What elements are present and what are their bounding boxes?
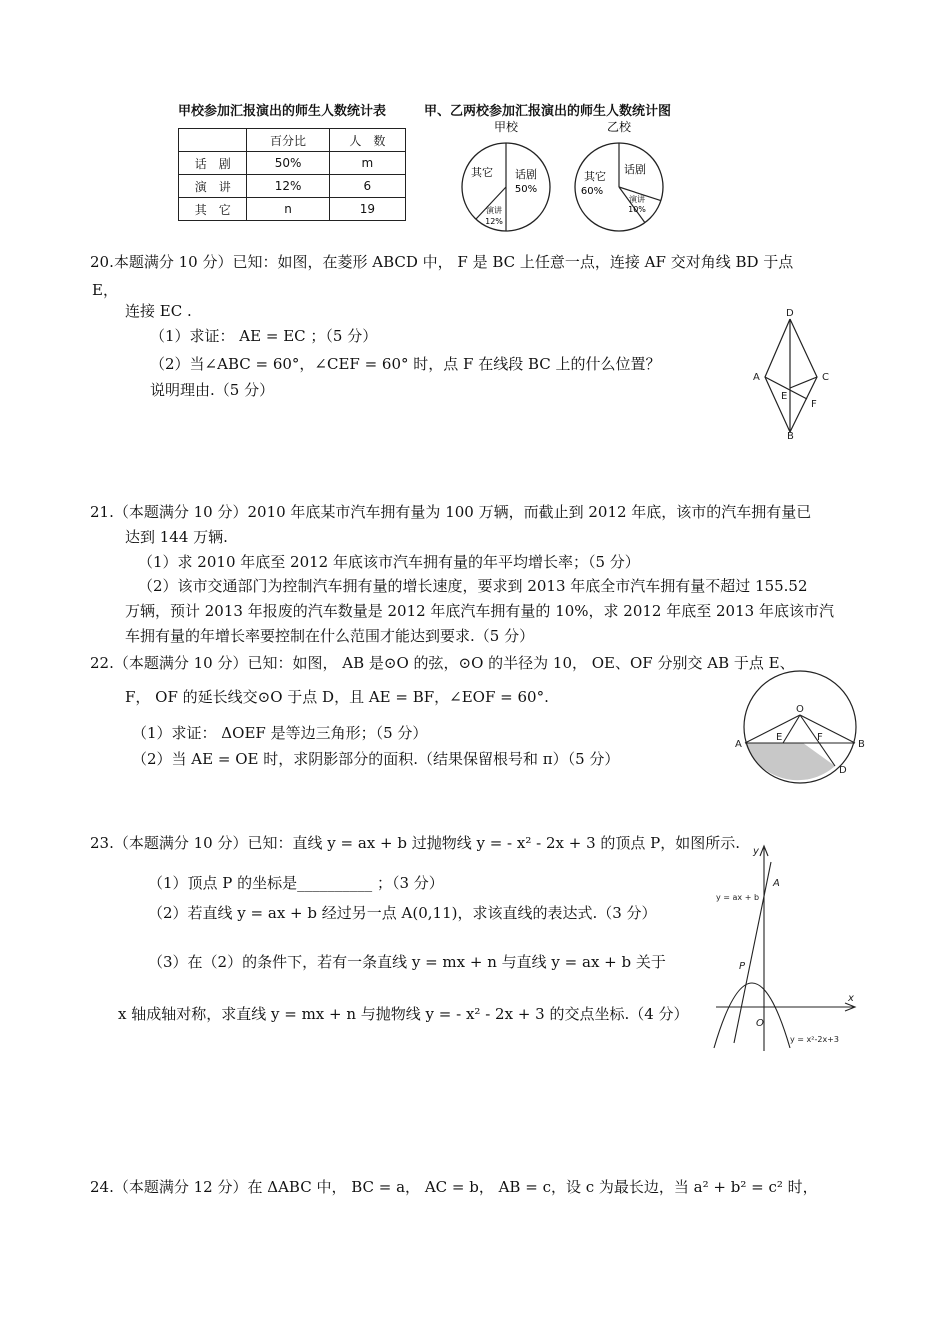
pie-a-title: 甲校	[493, 120, 519, 134]
q21-line-5: 万辆，预计 2013 年报废的汽车数量是 2012 年底汽车拥有量的 10%，求 2012 年底至 2013 年底该市汽	[125, 602, 834, 620]
label-line: y = ax + b	[716, 893, 760, 902]
label-a: A	[773, 878, 780, 889]
table-title: 甲校参加汇报演出的师生人数统计表	[178, 104, 387, 119]
table-row	[179, 175, 406, 198]
table-cell: 50%	[247, 152, 329, 175]
q21-line-1: 21.（本题满分 10 分）2010 年底某市汽车拥有量为 100 万辆，而截止到 2012 年底，该市的汽车拥有量已	[90, 503, 812, 521]
label-x: x	[848, 993, 854, 1004]
label-p: P	[739, 961, 746, 972]
q23-line-3: （2）若直线 y = ax + b 经过另一点 A(0,11)，求该直线的表达式.（3 分）	[148, 904, 657, 922]
shaded-region	[745, 743, 835, 780]
q23-line-5: x 轴成轴对称，求直线 y = mx + n 与抛物线 y = - x² - 2x + 3 的交点坐标.（4 分）	[118, 1005, 689, 1023]
label-b: B	[858, 739, 865, 750]
line-ax-b	[734, 862, 771, 1043]
table-cell: m	[329, 152, 405, 175]
pie-a-speech-label: 演讲	[486, 206, 502, 215]
table-cell: 6	[329, 175, 405, 198]
table-row	[179, 129, 406, 152]
table-cell: 19	[329, 198, 405, 221]
circle-figure	[735, 662, 875, 787]
label-d: D	[786, 308, 794, 319]
table-row	[179, 198, 406, 221]
q23-line-4: （3）在（2）的条件下，若有一条直线 y = mx + n 与直线 y = ax + b 关于	[148, 953, 666, 971]
label-a: A	[753, 372, 760, 383]
q20-line-2: E，	[92, 281, 118, 299]
q22-line-3: （1）求证： ΔOEF 是等边三角形；（5 分）	[132, 724, 428, 742]
pie-b-title: 乙校	[606, 120, 632, 134]
q24-line-1: 24.（本题满分 12 分）在 ΔABC 中， BC = a， AC = b， AB = c，设 c 为最长边，当 a² + b² = c² 时，	[90, 1178, 818, 1196]
table-cell: 百分比	[247, 129, 329, 152]
label-e: E	[776, 732, 783, 743]
q20-line-4: （1）求证： AE = EC ；（5 分）	[150, 327, 378, 345]
q20-line-5: （2）当∠ABC = 60°，∠CEF = 60° 时，点 F 在线段 BC 上的什么位置？	[150, 355, 661, 373]
q23-line-2: （1）顶点 P 的坐标是__________ ；（3 分）	[148, 874, 444, 892]
q22-line-2: F， OF 的延长线交⊙O 于点 D，且 AE = BF，∠EOF = 60°.	[125, 688, 549, 706]
pie-a-other-label: 其它	[471, 166, 493, 179]
label-y: y	[753, 846, 759, 857]
q21-line-6: 车拥有量的年增长率要控制在什么范围才能达到要求.（5 分）	[125, 627, 535, 645]
pie-b-speech-label: 演讲	[629, 195, 645, 204]
pie-a-drama-label: 话剧	[515, 168, 537, 181]
label-d: D	[839, 765, 847, 776]
label-parabola: y = x²-2x+3	[790, 1035, 839, 1044]
q22-line-1: 22.（本题满分 10 分）已知：如图， AB 是⊙O 的弦，⊙O 的半径为 10， OE、OF 分别交 AB 于点 E、	[90, 654, 795, 672]
label-a: A	[735, 739, 742, 750]
label-f: F	[817, 732, 823, 743]
table-cell: n	[247, 198, 329, 221]
parabola-curve	[714, 983, 790, 1048]
label-c: C	[822, 372, 829, 383]
q20-line-1: 20.本题满分 10 分）已知：如图，在菱形 ABCD 中， F 是 BC 上任意一点，连接 AF 交对角线 BD 于点	[90, 253, 794, 271]
label-e: E	[781, 391, 788, 402]
chart-title: 甲、乙两校参加汇报演出的师生人数统计图	[424, 104, 672, 119]
q21-line-3: （1）求 2010 年底至 2012 年底该市汽车拥有量的年平均增长率；（5 分）	[138, 553, 640, 571]
label-o: O	[756, 1018, 764, 1029]
table-row	[179, 152, 406, 175]
table-cell: 演 讲	[179, 175, 247, 198]
q20-line-3: 连接 EC .	[125, 302, 192, 320]
table-cell	[179, 129, 247, 152]
q23-line-1: 23.（本题满分 10 分）已知：直线 y = ax + b 过抛物线 y = - x² - 2x + 3 的顶点 P，如图所示.	[90, 834, 741, 852]
q20-line-6: 说明理由.（5 分）	[150, 381, 275, 399]
label-o: O	[796, 704, 804, 715]
q21-line-4: （2）该市交通部门为控制汽车拥有量的增长速度，要求到 2013 年底全市汽车拥有量不超过 155.52	[138, 577, 808, 595]
rhombus-figure	[745, 305, 845, 440]
pie-b-other-pct: 60%	[580, 186, 604, 197]
rhombus-outline	[765, 319, 817, 432]
q21-line-2: 达到 144 万辆.	[125, 528, 228, 546]
pie-a-drama-pct: 50%	[514, 184, 538, 195]
table-cell: 人 数	[329, 129, 405, 152]
pie-b-drama-label: 话剧	[624, 163, 646, 176]
pie-b-speech-pct: 10%	[628, 205, 646, 214]
table-cell: 话 剧	[179, 152, 247, 175]
label-b: B	[787, 431, 794, 440]
parabola-figure	[712, 838, 860, 1056]
pie-b-other-label: 其它	[584, 170, 606, 183]
pie-charts	[450, 114, 670, 234]
stat-table	[178, 128, 406, 221]
segment-ob	[800, 715, 855, 743]
table-cell: 12%	[247, 175, 329, 198]
pie-a-speech-pct: 12%	[485, 217, 503, 226]
q22-line-4: （2）当 AE = OE 时，求阴影部分的面积.（结果保留根号和 π）（5 分）	[132, 750, 620, 768]
label-f: F	[811, 399, 817, 410]
table-cell: 其 它	[179, 198, 247, 221]
